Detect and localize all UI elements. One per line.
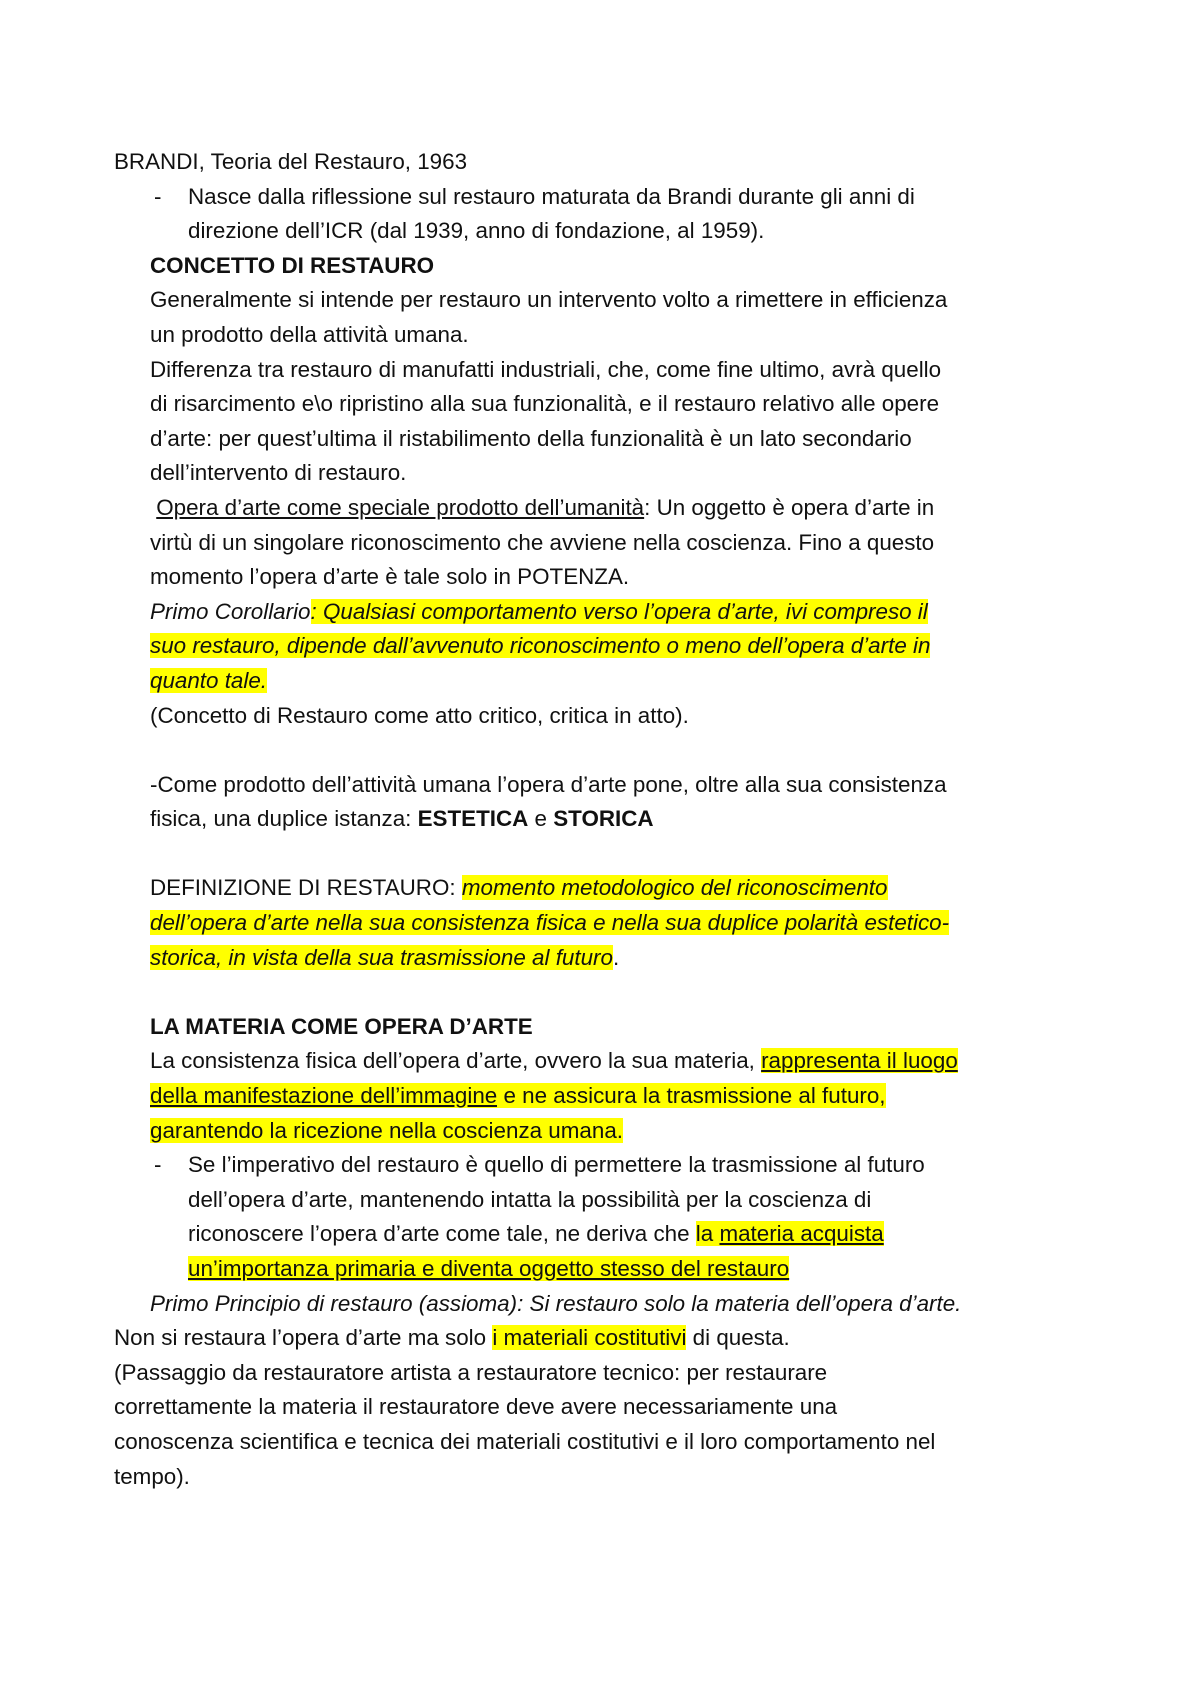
corollary-line <box>114 629 1104 664</box>
highlighted-text: quanto tale. <box>150 667 268 693</box>
highlighted-text: la <box>695 1221 720 1247</box>
definition-line: storica, in vista della sua trasmissione al futuro. <box>150 944 620 970</box>
corollary-line <box>114 664 1104 699</box>
highlighted-underlined-text: della manifestazione dell’immagine <box>150 1083 498 1109</box>
paragraph-line: un prodotto della attività umana. <box>150 321 469 347</box>
bold-term: STORICA <box>553 806 654 832</box>
paragraph-line: -Come prodotto dell’attività umana l’opera d’arte pone, oltre alla sua consistenza <box>150 771 947 797</box>
highlighted-underlined-text: rappresenta il luogo <box>761 1048 958 1074</box>
paragraph-line <box>114 1079 1104 1114</box>
blank-line <box>114 975 1104 1010</box>
highlighted-text: i materiali costitutivi <box>492 1325 687 1351</box>
blank-line <box>114 837 1104 872</box>
bold-term: ESTETICA <box>417 806 529 832</box>
paragraph-line: di risarcimento e\o ripristino alla sua funzionalità, e il restauro relativo alle opere <box>150 391 940 417</box>
paragraph-line <box>114 1114 1104 1149</box>
highlighted-underlined-text: un’importanza primaria e diventa oggetto stesso del restauro <box>188 1256 790 1281</box>
highlighted-text: : Qualsiasi comportamento verso l’opera d’arte, ivi compreso il <box>310 598 928 624</box>
bullet-dash: - <box>154 1152 162 1178</box>
corollary-line <box>114 595 1104 630</box>
paragraph-line: Opera d’arte come speciale prodotto dell’umanità: Un oggetto è opera d’arte in <box>156 494 935 520</box>
bullet-dash: - <box>154 183 162 209</box>
paragraph-line: dell’intervento di restauro. <box>150 460 407 486</box>
bullet-imperativo-cont: riconoscere l’opera d’arte come tale, ne deriva che la materia acquista <box>188 1221 884 1247</box>
bullet-imperativo: - Se l’imperativo del restauro è quello di permettere la trasmissione al futuro <box>114 1148 1104 1183</box>
paragraph-line: Generalmente si intende per restauro un intervento volto a rimettere in efficienza <box>150 287 948 313</box>
paragraph-line: correttamente la materia il restauratore deve avere necessariamente una <box>114 1394 838 1420</box>
document-title: BRANDI, Teoria del Restauro, 1963 <box>114 149 468 174</box>
paragraph-line: d’arte: per quest’ultima il ristabilimento della funzionalità è un lato secondario <box>150 425 912 451</box>
paragraph-line: Non si restaura l’opera d’arte ma solo i materiali costitutivi di questa. <box>114 1325 790 1351</box>
paragraph-line: tempo). <box>114 1463 190 1489</box>
definition-label: DEFINIZIONE DI RESTAURO: <box>150 875 462 901</box>
bullet-intro: - Nasce dalla riflessione sul restauro maturata da Brandi durante gli anni di <box>114 180 1104 215</box>
paragraph-line: conoscenza scientifica e tecnica dei materiali costitutivi e il loro comportamento nel <box>114 1428 936 1454</box>
highlighted-underlined-text: materia acquista <box>719 1221 884 1247</box>
bullet-imperativo-cont: dell’opera d’arte, mantenendo intatta la possibilità per la coscienza di <box>188 1186 872 1212</box>
heading-concetto: CONCETTO DI RESTAURO <box>150 252 435 278</box>
definition-line <box>114 906 1104 941</box>
bullet-imperativo-cont <box>114 1252 1104 1287</box>
paragraph-line: Differenza tra restauro di manufatti industriali, che, come fine ultimo, avrà quello <box>150 356 942 382</box>
corollary-label: Primo Corollario <box>150 598 311 624</box>
paragraph-line: (Concetto di Restauro come atto critico, critica in atto). <box>150 702 689 728</box>
bullet-intro-cont: direzione dell’ICR (dal 1939, anno di fondazione, al 1959). <box>188 218 765 244</box>
definition-line <box>114 871 1104 906</box>
paragraph-line: virtù di un singolare riconoscimento che avviene nella coscienza. Fino a questo <box>150 529 935 555</box>
highlighted-text: garantendo la ricezione nella coscienza umana. <box>150 1117 623 1143</box>
paragraph-line: La consistenza fisica dell’opera d’arte, ovvero la sua materia, rappresenta il luogo <box>150 1048 958 1074</box>
paragraph-line: (Passaggio da restauratore artista a restauratore tecnico: per restaurare <box>114 1359 828 1385</box>
highlighted-text: suo restauro, dipende dall’avvenuto riconoscimento o meno dell’opera d’arte in <box>150 633 931 659</box>
highlighted-text: momento metodologico del riconoscimento <box>461 875 888 901</box>
highlighted-text: e ne assicura la trasmissione al futuro, <box>497 1083 886 1109</box>
paragraph-line: momento l’opera d’arte è tale solo in POTENZA. <box>150 564 630 590</box>
underlined-phrase: Opera d’arte come speciale prodotto dell’umanità <box>156 494 645 520</box>
document-body <box>114 145 1104 1494</box>
highlighted-text: storica, in vista della sua trasmissione al futuro <box>150 944 613 970</box>
principle-line: Primo Principio di restauro (assioma): Si restauro solo la materia dell’opera d’arte. <box>150 1290 962 1316</box>
highlighted-text: dell’opera d’arte nella sua consistenza fisica e nella sua duplice polarità estetico- <box>150 910 950 936</box>
heading-materia: LA MATERIA COME OPERA D’ARTE <box>150 1013 533 1039</box>
blank-line <box>114 733 1104 768</box>
paragraph-line: fisica, una duplice istanza: ESTETICA e STORICA <box>150 806 654 832</box>
